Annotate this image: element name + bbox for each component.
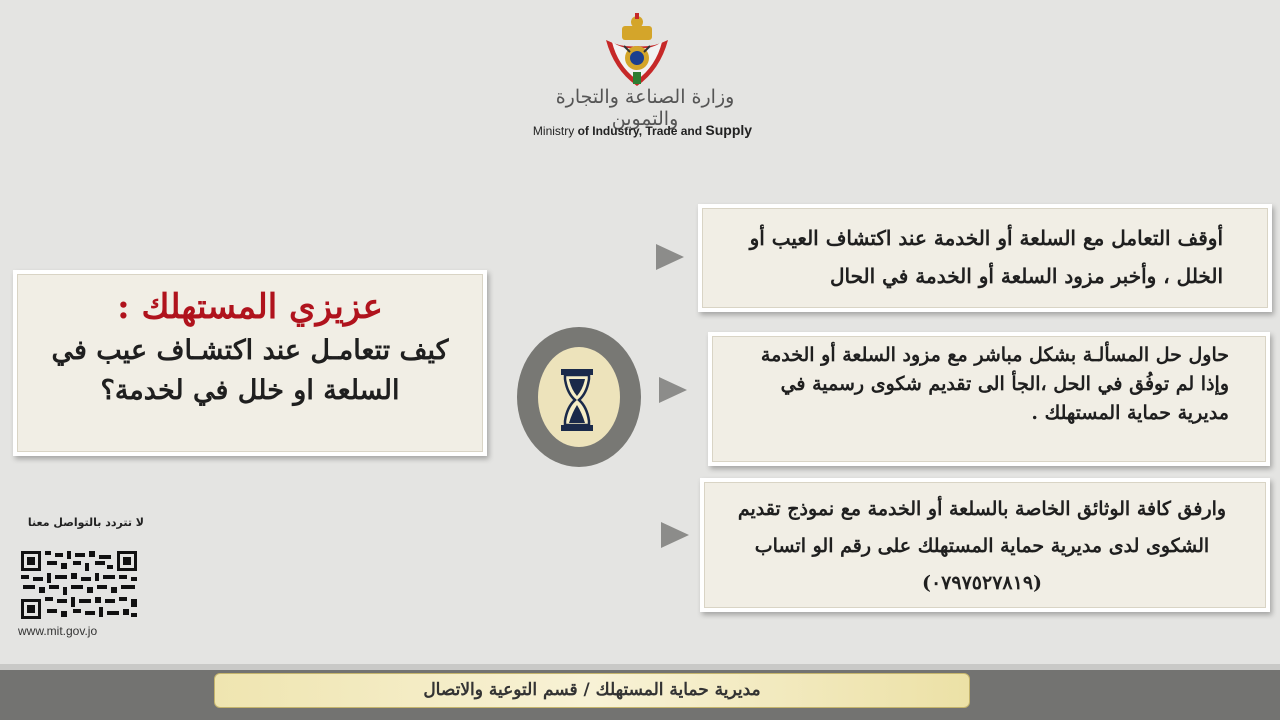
ministry-en-prefix: Ministry <box>532 124 575 138</box>
step-card-3: وارفق كافة الوثائق الخاصة بالسلعة أو الخدمة مع نموذج تقديم الشكوى لدى مديرية حماية المستهلك على رقم الو اتساب (٠٧٩٧٥٢٧٨١٩) <box>704 482 1266 608</box>
arrow-icon <box>661 522 689 548</box>
intro-card <box>17 274 483 452</box>
qr-code-icon[interactable] <box>19 549 139 621</box>
ministry-name-arabic: وزارة الصناعة والتجارة والتموين <box>555 86 735 130</box>
intro-title: عزيزي المستهلك : <box>117 287 383 327</box>
contact-label: لا تتردد بالتواصل معنا <box>27 516 144 529</box>
intro-question: كيف تتعامـل عند اكتشـاف عيب في السلعة او خلل في لخدمة؟ <box>51 335 449 406</box>
ministry-en-suffix: Supply <box>705 122 753 138</box>
website-link[interactable]: www.mit.gov.jo <box>18 624 98 638</box>
ministry-name-english <box>470 122 815 138</box>
arrow-icon <box>659 377 687 403</box>
arrow-icon <box>656 244 684 270</box>
coat-of-arms-icon <box>602 12 672 92</box>
step-card-2: حاول حل المسألـة بشكل مباشر مع مزود السلعة أو الخدمة وإذا لم توفُق في الحل ،الجأ الى تقديم شكوى رسمية في مديرية حماية المستهلك . <box>712 336 1266 462</box>
ministry-en-middle: of Industry, Trade and <box>577 124 703 138</box>
hourglass-icon <box>561 369 593 431</box>
step-card-1: أوقف التعامل مع السلعة أو الخدمة عند اكتشاف العيب أو الخلل ، وأخبر مزود السلعة أو الخدمة في الحال <box>702 208 1268 308</box>
footer-title: مديرية حماية المستهلك / قسم التوعية والاتصال <box>214 673 970 708</box>
